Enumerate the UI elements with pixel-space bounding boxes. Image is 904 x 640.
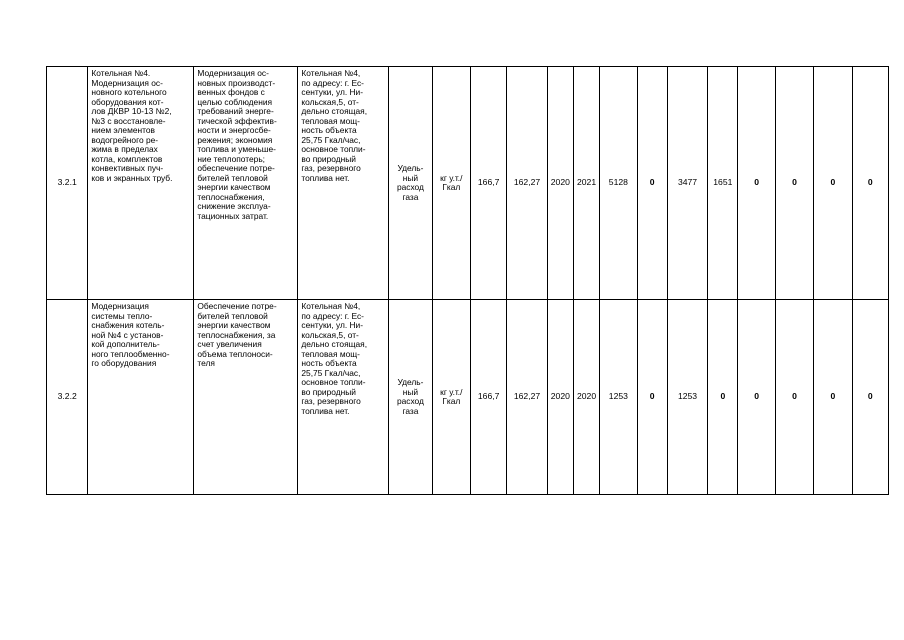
year-start: 2020 xyxy=(547,300,573,495)
cost-col-2: 0 xyxy=(637,67,667,300)
measure-name: Котельная №4. Модернизация ос- новного котельного оборудования кот- лов ДКВР 10-13 №2, №3 с восстановле- нием элементов водогрейного ре- жима в пределах котла, комплектов конвективных пуч- ков и экранных труб. xyxy=(88,67,194,300)
indicator-unit: кг у.т./ Гкал xyxy=(432,67,470,300)
table-row xyxy=(47,300,889,495)
measure-name: Модернизация системы тепло- снабжения котель- ной №4 с установ- кой дополнитель- ного теплообменно- го оборудования xyxy=(88,300,194,495)
value-before: 166,7 xyxy=(471,300,507,495)
cost-col-3: 3477 xyxy=(667,67,707,300)
cost-col-8: 0 xyxy=(852,300,888,495)
cost-col-7: 0 xyxy=(814,300,852,495)
year-end: 2020 xyxy=(573,300,599,495)
indicator-name: Удель- ный расход газа xyxy=(389,67,432,300)
table-row xyxy=(47,67,889,300)
year-start: 2020 xyxy=(547,67,573,300)
cost-col-8: 0 xyxy=(852,67,888,300)
cost-total: 1253 xyxy=(600,300,637,495)
cost-col-6: 0 xyxy=(775,67,813,300)
year-end: 2021 xyxy=(573,67,599,300)
row-number: 3.2.1 xyxy=(47,67,88,300)
object-location: Котельная №4, по адресу: г. Ес- сентуки, ул. Ни- кольская,5, от- дельно стоящая, тепловая мощ- ность объекта 25,75 Гкал/час, основное топли- во природный газ, резервного топлива нет. xyxy=(298,300,389,495)
cost-col-4: 0 xyxy=(708,300,738,495)
indicator-unit: кг у.т./ Гкал xyxy=(432,300,470,495)
cost-col-3: 1253 xyxy=(667,300,707,495)
investment-program-table xyxy=(46,66,889,495)
measure-purpose: Обеспечение потре- бителей тепловой энергии качеством теплоснабжения, за счет увеличения объема теплоноси- теля xyxy=(194,300,298,495)
measure-purpose: Модернизация ос- новных производст- венных фондов с целью соблюдения требований энерге- тической эффектив- ности и энергосбе- режения; экономия топлива и уменьше- ние теплопотерь; обеспечение потре- бителей тепловой энергии качеством теплоснабжения, снижение эксплуа- тационных затрат. xyxy=(194,67,298,300)
row-number: 3.2.2 xyxy=(47,300,88,495)
cost-total: 5128 xyxy=(600,67,637,300)
value-before: 166,7 xyxy=(471,67,507,300)
object-location: Котельная №4, по адресу: г. Ес- сентуки, ул. Ни- кольская,5, от- дельно стоящая, тепловая мощ- ность объекта 25,75 Гкал/час, основное топли- во природный газ, резервного топлива нет. xyxy=(298,67,389,300)
value-after: 162,27 xyxy=(507,300,547,495)
cost-col-2: 0 xyxy=(637,300,667,495)
cost-col-6: 0 xyxy=(775,300,813,495)
cost-col-5: 0 xyxy=(738,67,775,300)
cost-col-7: 0 xyxy=(814,67,852,300)
value-after: 162,27 xyxy=(507,67,547,300)
cost-col-5: 0 xyxy=(738,300,775,495)
cost-col-4: 1651 xyxy=(708,67,738,300)
indicator-name: Удель- ный расход газа xyxy=(389,300,432,495)
